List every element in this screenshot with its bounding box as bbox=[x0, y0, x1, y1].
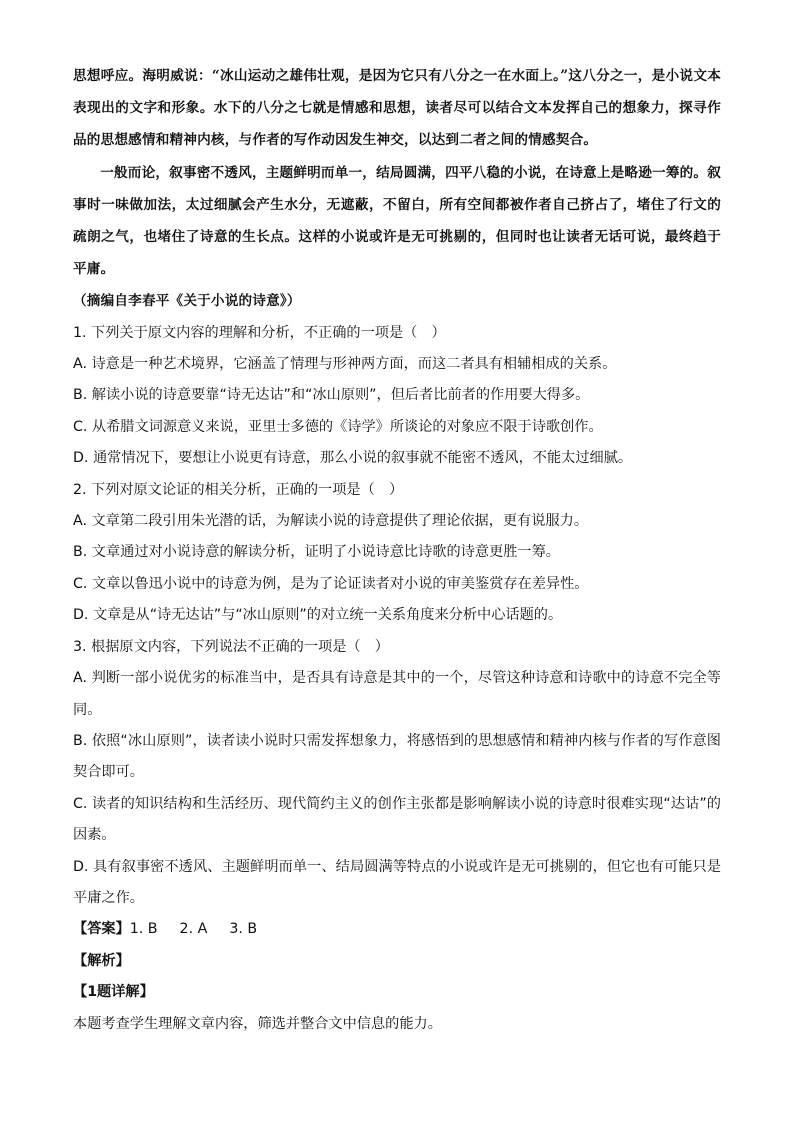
question-option: B. 解读小说的诗意要靠“诗无达诂”和“冰山原则”，但后者比前者的作用要大得多。 bbox=[73, 387, 590, 404]
question-option: D. 文章是从“诗无达诂”与“冰山原则”的对立统一关系角度来分析中心话题的。 bbox=[73, 607, 563, 624]
analysis-text: 本题考查学生理解文章内容，筛选并整合文中信息的能力。 bbox=[73, 1015, 442, 1032]
document-page bbox=[73, 60, 721, 1040]
passage-source: （摘编自李春平《关于小说的诗意》） bbox=[73, 293, 301, 310]
question-option: D. 通常情况下，要想让小说更有诗意，那么小说的叙事就不能密不透风，不能太过细腻。 bbox=[73, 450, 633, 467]
question-option: C. 文章以鲁迅小说中的诗意为例，是为了论证读者对小说的审美鉴赏存在差异性。 bbox=[73, 575, 589, 592]
answer-item: 2. A bbox=[179, 921, 208, 938]
passage-paragraph-1: 思想呼应。海明威说：“冰山运动之雄伟壮观，是因为它只有八分之一在水面上。”这八分之一，是小说文本表现出的文字和形象。水下的八分之七就是情感和思想，读者尽可以结合文本发挥自己的想象力，探寻作品的思想感情和精神内核，与作者的写作动因发生神交，以达到二者之间的情感契合。 bbox=[73, 68, 721, 149]
passage-paragraph-2: 一般而论，叙事密不透风，主题鲜明而单一，结局圆满，四平八稳的小说，在诗意上是略逊一筹的。叙事时一味做加法，太过细腻会产生水分，无遮蔽，不留白，所有空间都被作者自己挤占了，堵住了行文的疏朗之气，也堵住了诗意的生长点。这样的小说或许是无可挑剔的，但同时也让读者无话可说，最终趋于平庸。 bbox=[73, 164, 721, 278]
question-stem: 1. 下列关于原文内容的理解和分析，不正确的一项是（ ） bbox=[73, 324, 446, 341]
answer-line bbox=[73, 914, 721, 945]
answer-item: 3. B bbox=[229, 921, 258, 938]
answer-item: 1. B bbox=[129, 921, 158, 938]
answer-tag: 【答案】 bbox=[73, 921, 130, 938]
analysis-tag: 【解析】 bbox=[73, 952, 130, 969]
question-option: D. 具有叙事密不透风、主题鲜明而单一、结局圆满等特点的小说或许是无可挑剔的，但它也有可能只是平庸之作。 bbox=[73, 858, 721, 906]
question-1 bbox=[73, 318, 721, 475]
question-option: B. 依照“冰山原则”，读者读小说时只需发挥想象力，将感悟到的思想感情和精神内核与作者的写作意图契合即可。 bbox=[73, 732, 721, 781]
question-option: C. 从希腊文词源意义来说，亚里士多德的《诗学》所谈论的对象应不限于诗歌创作。 bbox=[73, 418, 603, 435]
question-stem: 2. 下列对原文论证的相关分析，正确的一项是（ ） bbox=[73, 481, 404, 498]
questions-section bbox=[73, 318, 721, 1040]
question-option: A. 判断一部小说优劣的标准当中，是否具有诗意是其中的一个，尽管这种诗意和诗歌中的诗意不完全等同。 bbox=[73, 670, 721, 718]
question-2 bbox=[73, 475, 721, 632]
question-stem: 3. 根据原文内容，下列说法不正确的一项是（ ） bbox=[73, 638, 389, 655]
analysis-subtag: 【1题详解】 bbox=[73, 984, 154, 1001]
question-option: B. 文章通过对小说诗意的解读分析，证明了小说诗意比诗歌的诗意更胜一筹。 bbox=[73, 544, 560, 561]
reading-passage bbox=[73, 60, 721, 318]
question-option: A. 诗意是一种艺术境界，它涵盖了情理与形神两方面，而这二者具有相辅相成的关系。 bbox=[73, 356, 617, 373]
question-3 bbox=[73, 632, 721, 915]
question-option: A. 文章第二段引用朱光潜的话，为解读小说的诗意提供了理论依据，更有说服力。 bbox=[73, 513, 589, 530]
question-option: C. 读者的知识结构和生活经历、现代简约主义的创作主张都是影响解读小说的诗意时很难实现“达诂”的因素。 bbox=[73, 795, 721, 844]
